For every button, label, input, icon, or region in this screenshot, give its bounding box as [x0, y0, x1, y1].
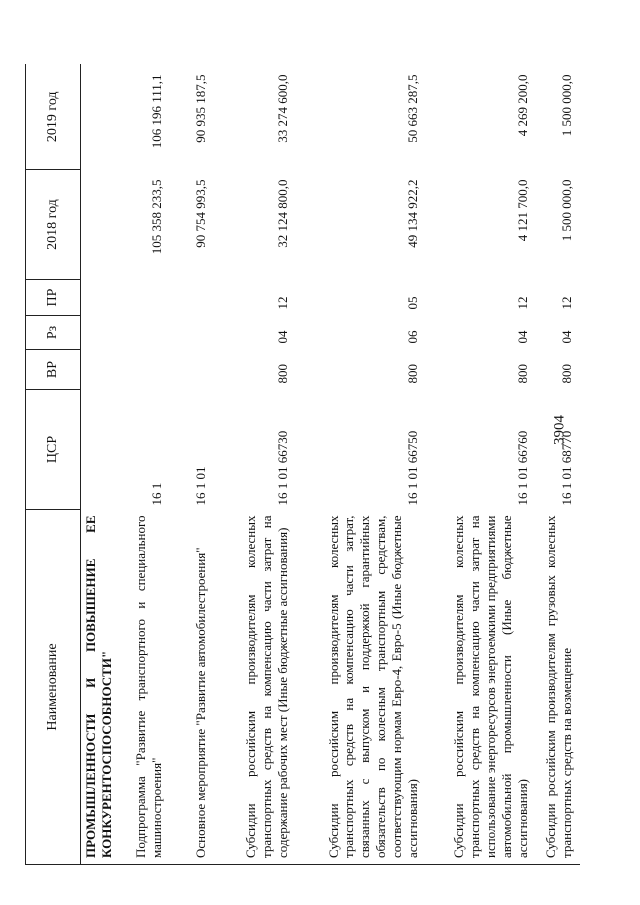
header-rz: Рз — [26, 316, 81, 350]
row-pr: 12 — [274, 296, 290, 310]
row-2019: 106 196 111,1 — [148, 74, 164, 149]
row-csr: 16 1 01 68770 — [558, 430, 574, 506]
header-2019: 2019 год — [26, 65, 81, 170]
row-pr — [120, 280, 170, 316]
row-csr: 16 1 01 66730 — [274, 430, 290, 506]
row-2018: 90 754 993,5 — [192, 179, 208, 248]
row-csr: 16 1 01 66760 — [514, 430, 530, 506]
row-name: Субсидии российским производителям грузовых колесных транспортных средств на возмещение — [536, 510, 580, 865]
row-rz: 04 — [274, 330, 290, 344]
row-vr: 800 — [514, 364, 530, 384]
row-name: Субсидии российским производителям колесных транспортных средств на компенсацию части затрат на содержание рабочих мест (Иные бюджетные ассигнования) — [214, 510, 296, 865]
row-rz — [120, 316, 170, 350]
row-name: Подпрограмма "Развитие транспортного и специального машиностроения" — [120, 510, 170, 865]
table-row — [214, 65, 296, 865]
row-vr — [81, 350, 120, 390]
row-vr — [120, 350, 170, 390]
table-row — [296, 65, 426, 865]
row-2019: 4 269 200,0 — [514, 74, 530, 137]
row-2018: 49 134 922,2 — [404, 179, 420, 248]
row-name: Субсидии российским производителям колесных транспортных средств на компенсацию части затрат на использование энергоресурсов энергоемкими предприятиями автомобильной промышленности (Иные бюджетные ассигнования) — [426, 510, 536, 865]
header-pr: ПР — [26, 280, 81, 316]
row-pr — [170, 280, 214, 316]
row-name: Основное мероприятие "Развитие автомобилестроения" — [170, 510, 214, 865]
table-row — [170, 65, 214, 865]
row-vr — [170, 350, 214, 390]
header-vr: ВР — [26, 350, 81, 390]
row-pr — [81, 280, 120, 316]
row-2019: 50 663 287,5 — [404, 74, 420, 143]
row-csr: 16 1 01 66750 — [404, 430, 420, 506]
table-row — [120, 65, 170, 865]
row-2018: 1 500 000,0 — [558, 179, 574, 242]
header-csr: ЦСР — [26, 390, 81, 510]
row-rz: 04 — [558, 330, 574, 344]
table-row — [426, 65, 536, 865]
row-2019: 1 500 000,0 — [558, 74, 574, 137]
row-rz — [81, 316, 120, 350]
row-2019: 90 935 187,5 — [192, 74, 208, 143]
row-2018: 105 358 233,5 — [148, 179, 164, 255]
header-name: Наименование — [26, 510, 81, 865]
header-row — [26, 65, 81, 865]
row-rz — [170, 316, 214, 350]
row-2019 — [81, 65, 120, 170]
table-row — [536, 65, 580, 865]
row-csr — [81, 390, 120, 510]
row-csr: 16 1 01 — [192, 466, 208, 506]
row-2018: 32 124 800,0 — [274, 179, 290, 248]
row-pr: 12 — [514, 296, 530, 310]
row-vr: 800 — [558, 364, 574, 384]
row-pr: 12 — [558, 296, 574, 310]
header-2018: 2018 год — [26, 170, 81, 280]
row-csr: 16 1 — [148, 482, 164, 506]
row-2018 — [81, 170, 120, 280]
row-2018: 4 121 700,0 — [514, 179, 530, 242]
table-row — [81, 65, 120, 865]
row-2019: 33 274 600,0 — [274, 74, 290, 143]
row-vr: 800 — [404, 364, 420, 384]
page-number: 3904 — [551, 415, 568, 445]
row-rz: 06 — [404, 330, 420, 344]
row-name: Субсидии российским производителям колесных транспортных средств на компенсацию части затрат, связанных с выпуском и поддержкой гарантийных обязательств по колесным транспортным средствам, соответствующим нормам Евро-4, Евро-5 (Иные бюджетные ассигнования) — [296, 510, 426, 865]
row-vr: 800 — [274, 364, 290, 384]
row-name: ПРОМЫШЛЕННОСТИ И ПОВЫШЕНИЕ ЕЕ КОНКУРЕНТОСПОСОБНОСТИ" — [81, 510, 120, 865]
budget-table — [25, 65, 580, 866]
row-pr: 05 — [404, 296, 420, 310]
rotated-page — [25, 65, 595, 865]
row-rz: 04 — [514, 330, 530, 344]
